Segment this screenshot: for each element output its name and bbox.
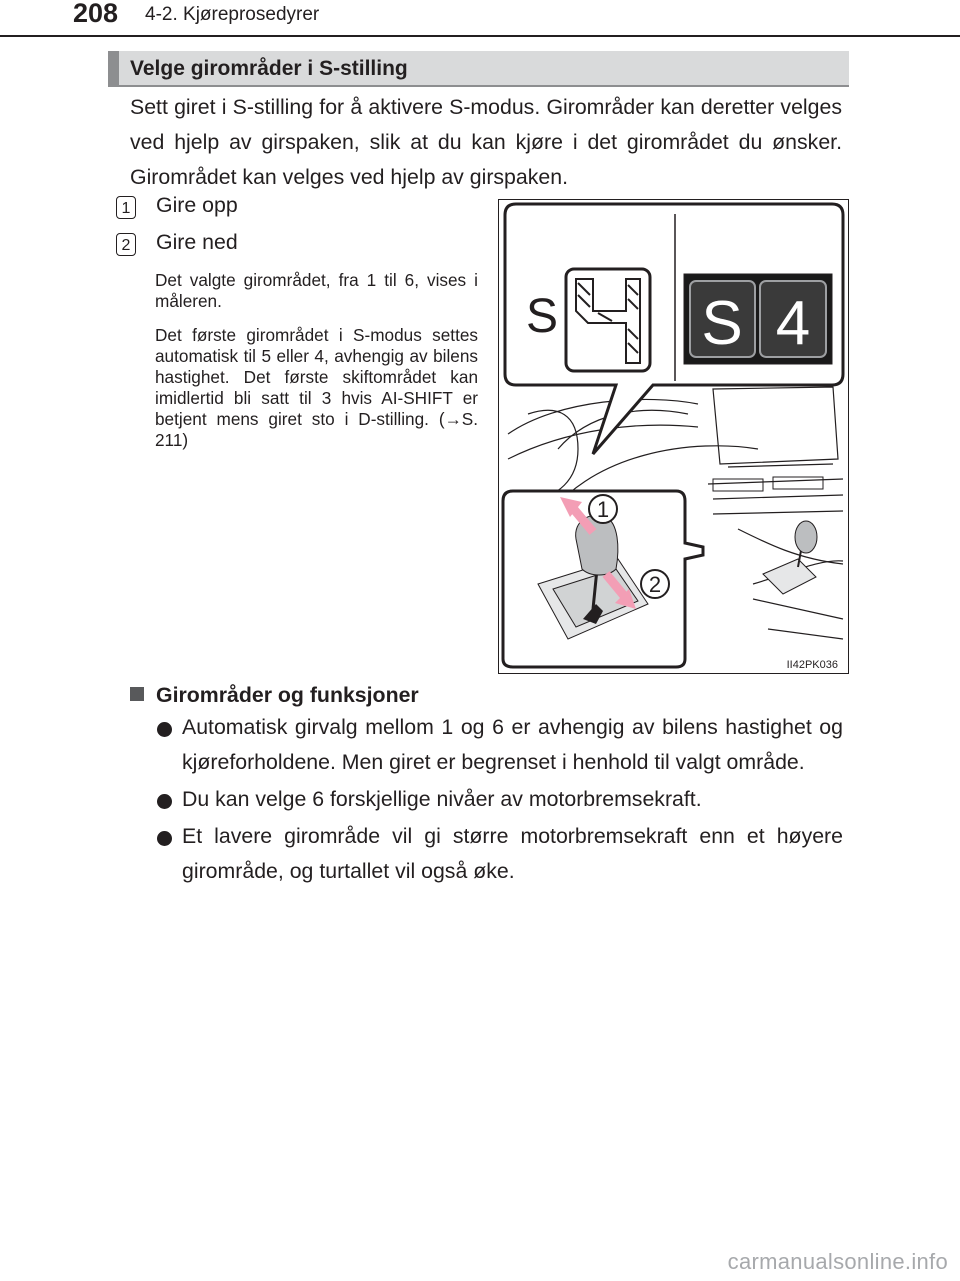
bullet-text: Et lavere girområde vil gi større motorbremsekraft enn et høyere girområde, og turtallet vil også øke. [182,824,843,883]
callout-number-1: 1 [596,497,610,522]
section-header [108,51,849,87]
subsection-heading-text: Girområder og funksjoner [156,683,419,707]
bullet-item [157,819,843,889]
subsection-heading [130,683,419,708]
bullet-dot-icon [157,831,172,846]
section-header-accent [108,51,119,87]
section-header-underline [108,85,849,87]
bullet-text: Automatisk girvalg mellom 1 og 6 er avhengig av bilens hastighet og kjøreforholdene. Men giret er begrenset i henhold til valgt område. [182,715,843,774]
bullet-text: Du kan velge 6 forskjellige nivåer av motorbremsekraft. [182,787,702,811]
figure-code: II42PK036 [786,659,838,671]
section-title: Velge girområder i S-stilling [130,57,408,80]
lcd-digit: 4 [775,289,811,358]
bullet-item [157,782,843,817]
lcd-letter: S [701,289,743,358]
step-number-2: 2 [116,233,136,256]
step-label-2: Gire ned [156,230,238,254]
bullet-dot-icon [157,794,172,809]
intro-paragraph: Sett giret i S-stilling for å aktivere S-modus. Girområder kan deretter velges ved hjelp av girspaken, slik at du kan kjøre i det girområdet du ønsker. Girområdet kan velges ved hjelp av girspaken. [130,95,842,189]
chapter-title: 4-2. Kjøreprosedyrer [145,4,320,25]
indicator-letter: S [526,290,559,343]
header-rule [0,35,960,37]
shift-lever-illustration [498,199,849,674]
callout-number-2: 2 [648,572,662,597]
step-number-1: 1 [116,196,136,219]
note-paragraph: Det valgte girområdet, fra 1 til 6, vises i måleren. [155,270,478,311]
watermark[interactable]: carmanualsonline.info [727,1249,948,1274]
page-number: 208 [73,0,119,28]
bullet-dot-icon [157,722,172,737]
note-paragraph: Det første girområdet i S-modus settes automatisk til 5 eller 4, avhengig av bilens hastighet. Det første skiftområdet kan imidlertid bli satt til 3 hvis AI-SHIFT er betjent mens giret sto i D-stilling. (→S. 211) [155,325,478,450]
square-bullet-icon [130,687,144,701]
step-label-1: Gire opp [156,193,238,217]
bullet-item [157,710,843,780]
